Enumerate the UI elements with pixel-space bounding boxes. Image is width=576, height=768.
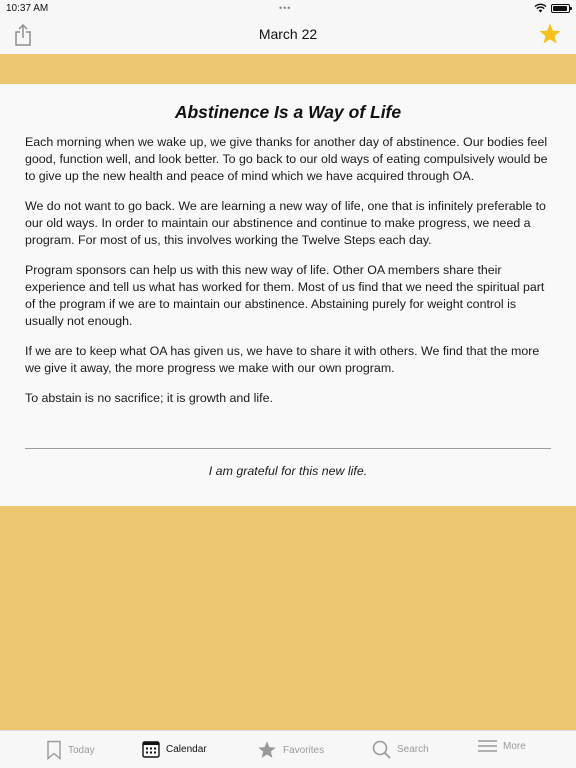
tab-search[interactable] <box>372 740 429 759</box>
page-title: March 22 <box>258 26 318 42</box>
battery-icon <box>551 4 570 13</box>
reading-paragraph: If we are to keep what OA has given us, we have to share it with others. We find that the more we give it away, the more progress we make with our own program. <box>25 344 540 375</box>
favorite-button[interactable] <box>538 22 562 46</box>
tab-bar <box>0 730 576 768</box>
divider <box>25 448 551 449</box>
reading-paragraph: Program sponsors can help us with this new way of life. Other OA members share their experience and tell us what has worked for them. Most of us find that we need the spiritual part of the program if we are to maintain our abstinence. Abstaining purely for weight control is usually not enough. <box>25 263 545 328</box>
tab-today[interactable] <box>46 740 95 760</box>
star-icon <box>538 22 562 46</box>
tab-label: Search <box>397 744 429 755</box>
reading-card <box>0 84 576 506</box>
navigation-bar <box>0 18 576 54</box>
tab-label: Calendar <box>166 743 207 755</box>
search-icon <box>372 740 391 759</box>
header-band <box>0 54 576 84</box>
bookmark-icon <box>46 740 62 760</box>
star-icon <box>257 740 277 760</box>
multitasking-dots[interactable]: ••• <box>279 3 292 13</box>
reading-title: Abstinence Is a Way of Life <box>174 102 402 122</box>
list-icon <box>478 740 497 752</box>
wifi-icon <box>534 3 547 13</box>
tab-more[interactable] <box>478 740 526 752</box>
reading-paragraph: Each morning when we wake up, we give thanks for another day of abstinence. Our bodies feel good, function well, and look better. To go back to our old ways of eating compulsively would be to give up the new health and peace of mind which we have acquired through OA. <box>25 135 548 183</box>
tab-calendar[interactable] <box>142 740 207 758</box>
tab-label: More <box>503 740 526 752</box>
thought-for-the-day: I am grateful for this new life. <box>208 464 368 478</box>
tab-label: Favorites <box>283 744 325 756</box>
tab-favorites[interactable] <box>257 740 324 760</box>
status-bar <box>0 0 576 18</box>
status-time: 10:37 AM <box>6 3 49 14</box>
calendar-icon <box>142 740 160 758</box>
status-indicators <box>534 3 570 13</box>
tab-label: Today <box>68 744 95 756</box>
reading-paragraph: We do not want to go back. We are learning a new way of life, one that is infinitely preferable to our old ways. In order to maintain our abstinence and continue to make progress, we need a program. For most of us, this involves working the Twelve Steps each day. <box>25 199 546 247</box>
reading-paragraph: To abstain is no sacrifice; it is growth and life. <box>25 391 273 405</box>
